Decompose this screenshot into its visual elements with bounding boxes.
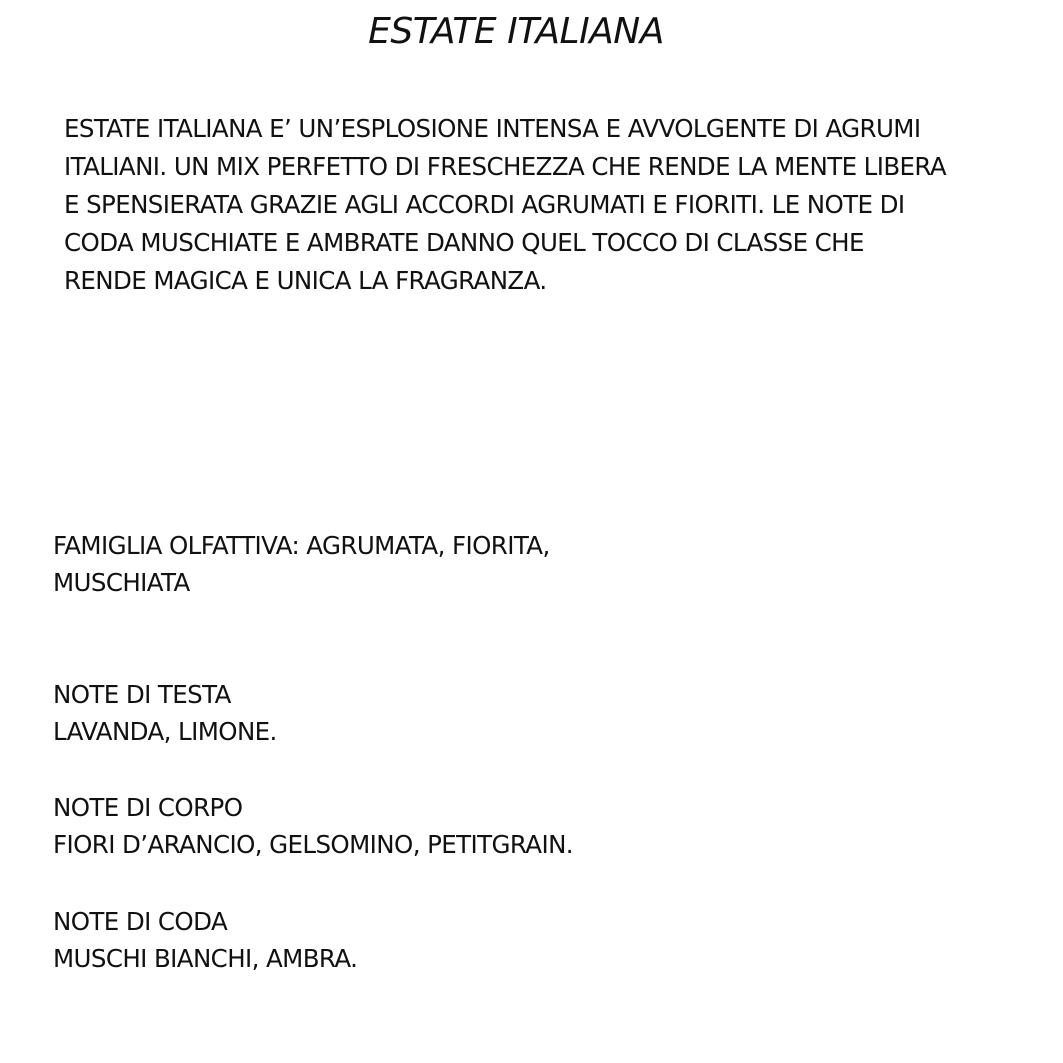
heart-notes-section xyxy=(53,789,573,863)
heart-notes-value: FIORI D’ARANCIO, GELSOMINO, PETITGRAIN. xyxy=(53,830,573,859)
page-title: ESTATE ITALIANA xyxy=(368,11,664,52)
description-line: RENDE MAGICA E UNICA LA FRAGRANZA. xyxy=(64,266,547,295)
base-notes-heading: NOTE DI CODA xyxy=(53,907,228,936)
top-notes-section xyxy=(53,676,277,750)
olfactory-family xyxy=(53,527,550,601)
heart-notes-heading: NOTE DI CORPO xyxy=(53,793,243,822)
base-notes-value: MUSCHI BIANCHI, AMBRA. xyxy=(53,944,358,973)
base-notes-section xyxy=(53,903,357,977)
olfactory-family-line: MUSCHIATA xyxy=(53,568,190,597)
olfactory-family-line: FAMIGLIA OLFATTIVA: AGRUMATA, FIORITA, xyxy=(53,531,550,560)
top-notes-value: LAVANDA, LIMONE. xyxy=(53,717,277,746)
description-line: CODA MUSCHIATE E AMBRATE DANNO QUEL TOCCO DI CLASSE CHE xyxy=(64,228,864,257)
top-notes-heading: NOTE DI TESTA xyxy=(53,680,231,709)
description-line: E SPENSIERATA GRAZIE AGLI ACCORDI AGRUMATI E FIORITI. LE NOTE DI xyxy=(64,190,905,219)
fragrance-description xyxy=(64,110,1054,300)
description-line: ESTATE ITALIANA E’ UN’ESPLOSIONE INTENSA E AVVOLGENTE DI AGRUMI xyxy=(64,114,921,143)
description-line: ITALIANI. UN MIX PERFETTO DI FRESCHEZZA CHE RENDE LA MENTE LIBERA xyxy=(64,152,947,181)
